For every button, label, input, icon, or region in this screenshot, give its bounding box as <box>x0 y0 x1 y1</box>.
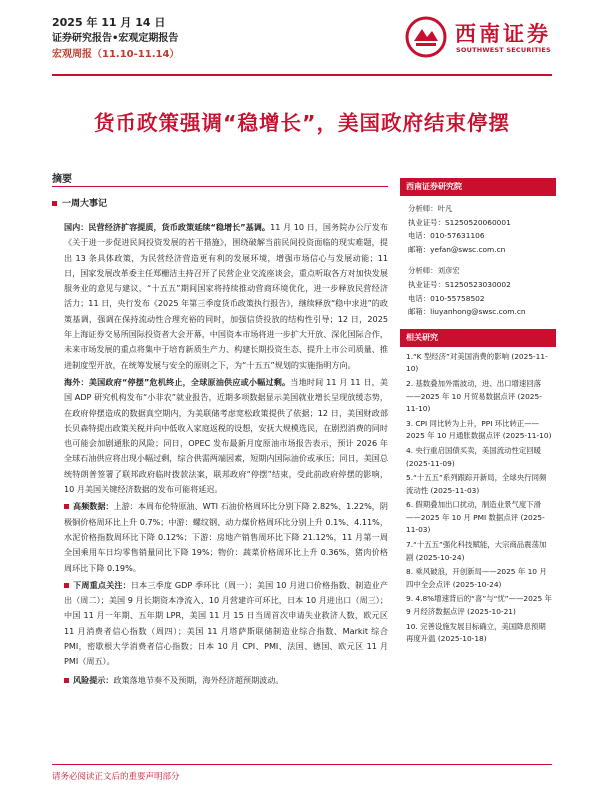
overseas-lead: 海外：美国政府“停摆”危机终止，全球原油供应或小幅过剩。 <box>64 376 291 387</box>
domestic-lead: 国内：民营经济扩容提质，货币政策延续“稳增长”基调。 <box>64 222 271 232</box>
related-item[interactable]: 5.“十五五”系列跟踪开新局，全球央行同频流动性 (2025-11-03) <box>406 473 547 495</box>
spacer <box>408 256 548 264</box>
institute-heading: 西南证券研究院 <box>400 178 556 196</box>
company-emblem-icon <box>405 16 447 58</box>
events-lead: 下周重点关注： <box>73 579 131 590</box>
analyst2-phone: 电话：010-55758502 <box>408 293 485 303</box>
section-heading-text: 一周大事记 <box>62 199 108 209</box>
abstract-rule <box>52 186 388 187</box>
bullet-icon <box>64 678 69 683</box>
hf-text: 上游：本周布伦特原油、WTI 石油价格周环比分别下降 2.82%、1.22%，阴极铜价格周环比上升 0.7%；中游：螺纹钢、动力煤价格周环比分别上升 0.1%、4.11%，水泥价格指数周环比下降 0.12%；下游：房地产销售周环比下降 21.12%，11 月第一周全国乘用车日均零售销量同比下降 19%；物价：蔬菜价格周环比上升 0.36%，猪肉价格周环比下降 0.19%。 <box>64 501 388 573</box>
risk-text: 政策落地节奏不及预期，海外经济超预期波动。 <box>113 674 284 685</box>
company-name-cn: 西南证券 <box>455 22 551 46</box>
analyst-block <box>400 196 556 323</box>
events-text: 日本三季度 GDP 季环比（周一）；美国 10 月进口价格指数、制造业产出（周二）；美国 9 月长期资本净流入、10 月营建许可环比，日本 10 月进出口（周三）；中国 11 月一年期、五年期 LPR，美国 11 月 15 日当周首次申请失业救济人数，欧元区 11 月消费者信心指数（周四）；美国 11 月塔萨斯联储制造业综合指数、Markit 综合 PMI，密歇根大学消费者信心指数；日本 10 月 CPI、PMI、法国、德国、欧元区 11 月 PMI（周五）。 <box>64 579 388 667</box>
analyst2-license: 执业证号：S1250523030002 <box>408 279 511 289</box>
analyst2-name: 分析师：刘彦宏 <box>408 266 460 276</box>
company-name-en: SOUTHWEST SECURITIES <box>456 46 551 54</box>
footer-rule <box>52 764 552 765</box>
report-date: 2025 年 11 月 14 日 <box>52 16 166 29</box>
paragraph-risk <box>64 673 388 688</box>
report-category: 证券研究报告•宏观定期报告 <box>52 33 179 44</box>
paragraph-overseas <box>64 375 388 497</box>
paragraph-next-week <box>64 578 388 670</box>
analyst1-license: 执业证号：S1250520060001 <box>408 217 511 227</box>
page-title: 货币政策强调“稳增长”，美国政府结束停摆 <box>94 111 510 135</box>
paragraph-high-frequency <box>64 499 388 575</box>
analyst1-email[interactable]: 邮箱：yefan@swsc.com.cn <box>408 244 506 254</box>
header-rule <box>52 74 552 76</box>
bullet-icon <box>64 583 69 588</box>
sidebar <box>400 178 556 648</box>
domestic-text: 11 月 10 日，国务院办公厅发布《关于进一步促进民间投资发展的若干措施》，围绕破解当前民间投资面临的现实难题，提出 13 条具体政策，为民营经济营造更有利的发展环境，增强市场信心与发展动能；11 日，国家发展改革委主任郑栅洁主持召开了民营企业交流座谈会，重点听取各方对加快发展服务业的意见与建议，“十五五”期间国家将持续推动营商环境优化，进一步释放民营经济活力；11 日，央行发布《2025 年第三季度货币政策执行报告》，继续释放“稳中求进”的政策基调，强调在保持流动性合理充裕的同时，加强信贷投放的结构性引导；12 日，2025 年上海证券交易所国际投资者大会开幕，中国资本市场将进一步扩大开放、深化国际合作，未来市场发展的重点将集中于培育新质生产力、构建长期投资生态、提升上市公司质量、推进制度型开放，在统筹发展与安全的原则之下，为“十五五”规划的实施指明方向。 <box>64 222 388 370</box>
related-list <box>400 347 556 646</box>
hf-lead: 高频数据： <box>73 501 114 512</box>
analyst2-email[interactable]: 邮箱：liuyanhong@swsc.com.cn <box>408 307 526 317</box>
main-text <box>64 220 388 688</box>
section-heading <box>52 196 107 209</box>
report-series: 宏观周报（11.10-11.14） <box>52 49 180 60</box>
related-heading: 相关研究 <box>400 329 556 347</box>
risk-lead: 风险提示： <box>73 674 114 685</box>
related-item[interactable]: 10. 完善设施发展目标确立，美国降息预期再度升温 (2025-10-18) <box>406 621 546 644</box>
analyst1-phone: 电话：010-57631106 <box>408 231 485 241</box>
company-logo <box>405 16 555 64</box>
related-item[interactable]: 8. 乘风破浪，开创新局——2025 年 10 月四中全会点评 (2025-10-24) <box>406 567 547 589</box>
related-item[interactable]: 7.“十五五”强化科技赋能，大宗商品震荡加剧 (2025-10-24) <box>406 540 547 562</box>
paragraph-domestic <box>64 220 388 373</box>
related-item[interactable]: 1.“K 型经济”对美国消费的影响 (2025-11-10) <box>406 351 548 374</box>
bullet-icon <box>64 504 69 509</box>
related-item[interactable]: 9. 4.8%增速背后的“喜”与“忧”——2025 年 9 月经济数据点评 (2025-10-21) <box>406 594 552 617</box>
related-item[interactable]: 6. 假期叠加出口扰动，制造业景气度下滑——2025 年 10 月 PMI 数据点评 (2025-11-03) <box>406 500 545 535</box>
abstract-label: 摘要 <box>52 174 72 185</box>
related-item[interactable]: 4. 央行重启国债买卖，美国流动性定回暖 (2025-11-09) <box>406 445 542 468</box>
overseas-text: 当地时间 11 月 11 日，美国 ADP 研究机构发布“小非农”就业报告，近期多项数据显示美国就业增长呈现放缓态势，在政府停摆造成的数据真空期内，为美联储考虑宽松政策提供了依据；12 日，美国财政部长贝森特提出政策关税并向中低收入家庭返税的设想，安抚大规模选民，在剧烈消费的同时也可能会加剧通胀的风险；同日，OPEC 发布最新月度原油市场报告表示，预计 2026 年全球石油供应将出现小幅过剩，综合供需两端因素，短期内国际油价或承压；同日，美国总统特朗普签署了联邦政府临时拨款法案，联邦政府“停摆”结束，受此前政府停摆的影响，10 月美国关键经济数据的发布可能将延迟。 <box>64 376 388 495</box>
related-item[interactable]: 2. 基数叠加外需波动，进、出口增速回落——2025 年 10 月贸易数据点评 (2025-11-10) <box>406 378 542 414</box>
bullet-icon <box>52 201 57 206</box>
analyst1-name: 分析师：叶凡 <box>408 204 453 213</box>
footer-disclaimer: 请务必阅读正文后的重要声明部分 <box>52 772 180 782</box>
related-item[interactable]: 3. CPI 同比转为上升，PPI 环比转正——2025 年 10 月通胀数据点评 (2025-11-10) <box>406 418 552 441</box>
